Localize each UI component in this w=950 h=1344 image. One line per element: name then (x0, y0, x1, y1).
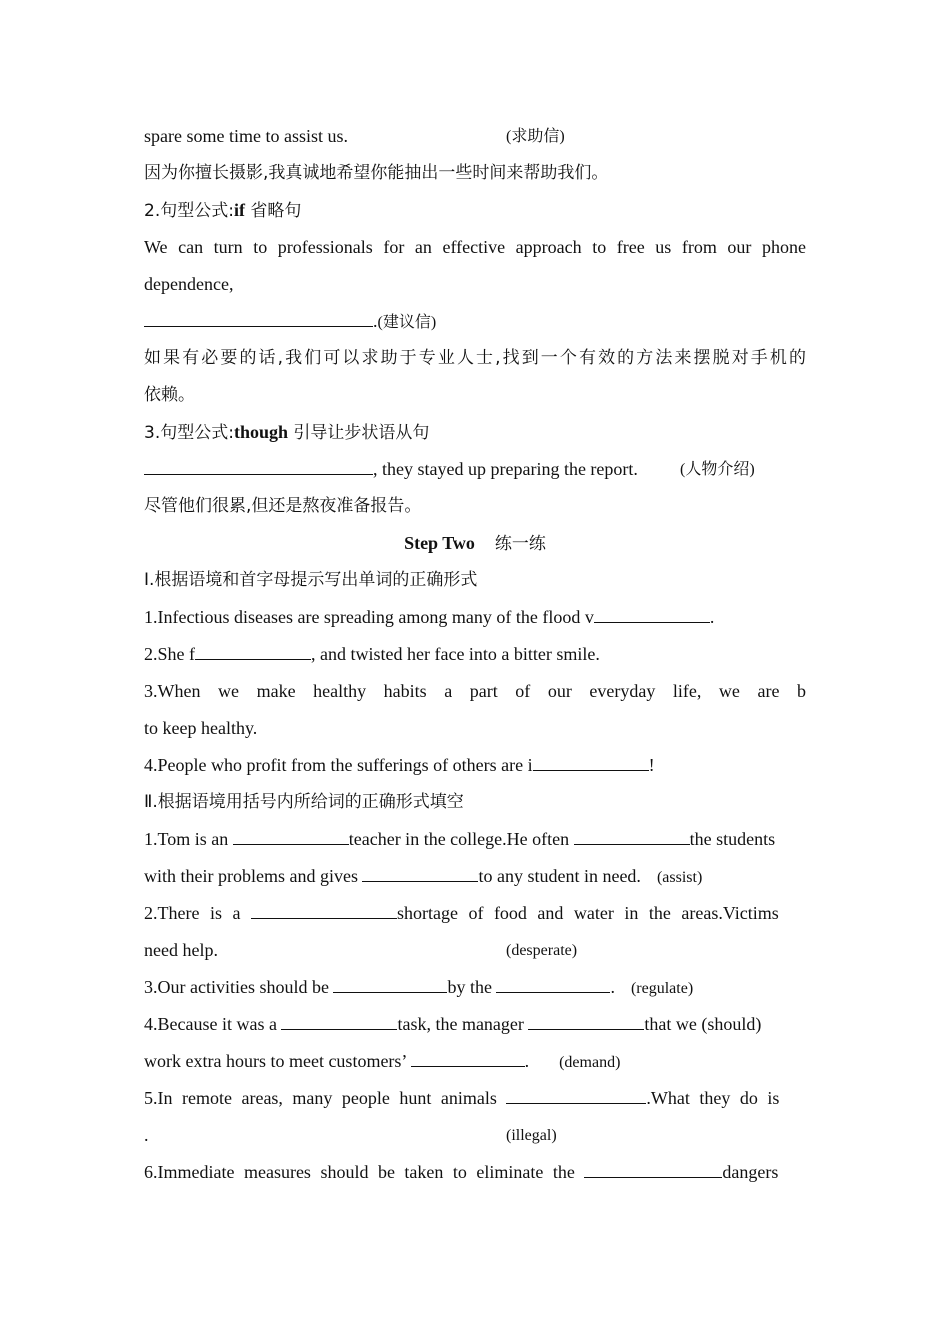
question-text: . (524, 1051, 530, 1071)
heading-keyword: if (233, 200, 245, 220)
step-title: Step Two (404, 533, 475, 553)
question-text: 2.There is a (144, 903, 251, 923)
question-text: to any student in need. (478, 866, 641, 886)
genre-note: (建议信) (377, 314, 437, 331)
word-hint: (desperate) (506, 942, 578, 959)
document-page (144, 118, 806, 1191)
question-text: 6.Immediate measures should be taken to eliminate the (144, 1162, 585, 1182)
heading-number: 3.句型公式: (144, 423, 234, 443)
question-text: task, the manager (397, 1014, 529, 1034)
question-text: .What they do is (646, 1088, 780, 1108)
question-text: . (610, 977, 615, 997)
answer-blank[interactable] (144, 308, 373, 327)
question-item (144, 932, 806, 969)
question-text: 1.Infectious diseases are spreading among many of the flood v (144, 607, 594, 627)
word-hint: (illegal) (506, 1127, 557, 1144)
answer-blank[interactable] (594, 604, 710, 623)
answer-blank[interactable] (144, 456, 373, 475)
question-item (144, 1154, 806, 1191)
heading-text: 省略句 (244, 201, 302, 221)
question-item (144, 895, 806, 932)
answer-blank[interactable] (496, 974, 610, 993)
answer-blank[interactable] (251, 900, 397, 919)
exercise-heading: Ⅱ.根据语境用括号内所给词的正确形式填空 (144, 792, 464, 812)
word-hint: (demand) (559, 1054, 621, 1071)
answer-blank[interactable] (281, 1011, 397, 1030)
question-text: by the (447, 977, 497, 997)
text-line: dependence, (144, 274, 234, 294)
question-item (144, 599, 806, 636)
genre-note: (人物介绍) (680, 461, 755, 478)
question-text: 3.Our activities should be (144, 977, 334, 997)
question-text: teacher in the college.He often (348, 829, 574, 849)
question-item (144, 1080, 806, 1117)
fill-line (144, 451, 806, 488)
answer-blank[interactable] (506, 1085, 646, 1104)
translation-line: 如果有必要的话,我们可以求助于专业人士,找到一个有效的方法来摆脱对手机的 (144, 348, 806, 368)
question-item: 3.When we make healthy habits a part of our everyday life, we are b (144, 681, 806, 701)
question-text: 4.People who profit from the sufferings of others are i (144, 755, 533, 775)
question-item (144, 747, 806, 784)
question-text: the students (689, 829, 776, 849)
heading-keyword: though (233, 422, 288, 442)
question-text: 4.Because it was a (144, 1014, 282, 1034)
question-text: 2.She f (144, 644, 195, 664)
question-text: work extra hours to meet customers’ (144, 1051, 411, 1071)
translation-line: 尽管他们很累,但还是熬夜准备报告。 (144, 496, 422, 516)
step-heading (144, 525, 806, 562)
section-heading (144, 414, 806, 451)
answer-blank[interactable] (533, 752, 649, 771)
question-item (144, 969, 806, 1006)
question-item (144, 1043, 806, 1080)
answer-blank[interactable] (233, 826, 349, 845)
sentence-text: spare some time to assist us. (144, 126, 348, 146)
step-subtitle: 练一练 (494, 534, 546, 554)
sentence-text: , they stayed up preparing the report. (373, 459, 638, 479)
text-line (144, 118, 806, 155)
question-item (144, 858, 806, 895)
question-text: ! (648, 755, 655, 775)
fill-line (144, 303, 806, 340)
question-item (144, 1006, 806, 1043)
question-text: that we (should) (644, 1014, 762, 1034)
answer-blank[interactable] (195, 641, 311, 660)
question-text: with their problems and gives (144, 866, 363, 886)
question-text: . (709, 607, 715, 627)
question-text: 5.In remote areas, many people hunt animals (144, 1088, 507, 1108)
question-item (144, 636, 806, 673)
answer-blank[interactable] (411, 1048, 525, 1067)
translation-line: 依赖。 (144, 385, 195, 405)
answer-blank[interactable] (574, 826, 690, 845)
question-text: , and twisted her face into a bitter smile. (311, 644, 600, 664)
text-line: We can turn to professionals for an effective approach to free us from our phone (144, 237, 806, 257)
question-item (144, 821, 806, 858)
heading-number: 2.句型公式: (144, 201, 234, 221)
section-heading (144, 192, 806, 229)
answer-blank[interactable] (584, 1159, 722, 1178)
question-text: 1.Tom is an (144, 829, 233, 849)
question-item: to keep healthy. (144, 718, 258, 738)
exercise-heading: Ⅰ.根据语境和首字母提示写出单词的正确形式 (144, 570, 478, 590)
word-hint: (assist) (656, 869, 703, 886)
question-text: need help. (144, 940, 218, 960)
answer-blank[interactable] (528, 1011, 644, 1030)
answer-blank[interactable] (333, 974, 447, 993)
question-text: . (144, 1125, 149, 1145)
question-text: dangers (722, 1162, 779, 1182)
word-hint: (regulate) (630, 980, 694, 997)
heading-text: 引导让步状语从句 (287, 423, 430, 443)
punctuation: . (373, 311, 378, 331)
question-text: shortage of food and water in the areas.Victims (396, 903, 779, 923)
genre-note: (求助信) (506, 128, 565, 145)
question-item (144, 1117, 806, 1154)
translation-line: 因为你擅长摄影,我真诚地希望你能抽出一些时间来帮助我们。 (144, 163, 609, 183)
answer-blank[interactable] (362, 863, 478, 882)
